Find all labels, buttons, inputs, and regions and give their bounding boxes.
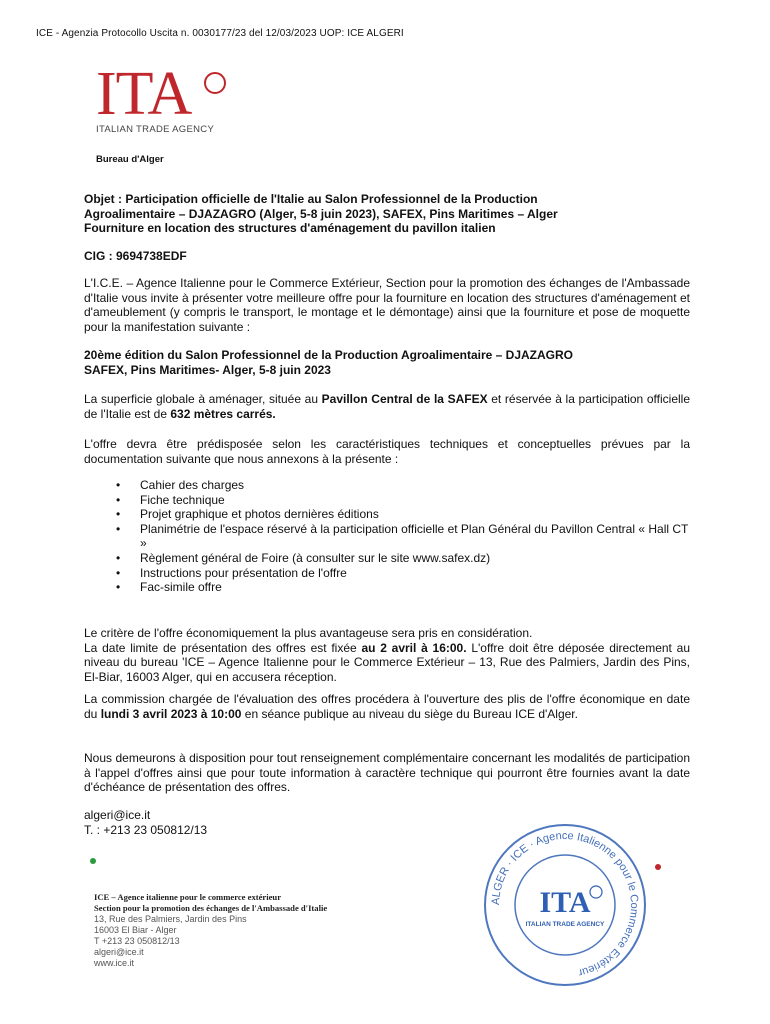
stamp-ring-text: ALGER · ICE · Agence Italienne pour le Commerce Extérieur bbox=[489, 829, 641, 979]
contact-email: algeri@ice.it bbox=[84, 808, 151, 822]
critere-paragraph: Le critère de l'offre économiquement la plus avantageuse sera pris en considération. La date limite de présentation des offres est fixée au 2 avril à 16:00. L'offre doit être déposée directement au niveau du bureau 'ICE – Agence Italienne pour le Commerce Extérieur – 13, Rue des Palmiers, Jardin des Pins, El-Biar, 16003 Alger, qui en accusera réception. bbox=[84, 626, 690, 684]
footer-line-7: www.ice.it bbox=[94, 958, 135, 968]
footer-line-3: 13, Rue des Palmiers, Jardin des Pins bbox=[94, 914, 247, 924]
event-line-2: SAFEX, Pins Maritimes- Alger, 5-8 juin 2023 bbox=[84, 362, 331, 377]
protocol-header: ICE - Agenzia Protocollo Uscita n. 0030177/23 del 12/03/2023 UOP: ICE ALGERI bbox=[36, 28, 404, 39]
list-item: • Règlement général de Foire (à consulter sur le site www.safex.dz) bbox=[84, 551, 690, 566]
footer-line-1: ICE – Agence italienne pour le commerce extérieur bbox=[94, 892, 282, 902]
stamp-letters: ITA bbox=[539, 886, 591, 919]
contact-phone: T. : +213 23 050812/13 bbox=[84, 822, 208, 837]
disposition-paragraph: Nous demeurons à disposition pour tout renseignement complémentaire concernant les modalités de participation à l'appel d'offres ainsi que pour toute information à caractère technique qui pourront être fournies avant la date d'échéance de présentation des offres. bbox=[84, 751, 690, 794]
list-item: • Cahier des charges bbox=[84, 478, 690, 493]
list-item: • Fac-simile offre bbox=[84, 580, 690, 595]
footer-line-2: Section pour la promotion des échanges de l'Ambassade d'Italie bbox=[94, 903, 328, 913]
stamp-subtitle: ITALIAN TRADE AGENCY bbox=[525, 921, 605, 928]
official-stamp bbox=[480, 820, 650, 990]
footer-address bbox=[94, 892, 327, 969]
bureau-label: Bureau d'Alger bbox=[96, 154, 164, 165]
list-item: • Projet graphique et photos dernières éditions bbox=[84, 507, 690, 522]
superficie-paragraph: La superficie globale à aménager, située au Pavillon Central de la SAFEX et réservée à la participation officielle de l'Italie est de 632 mètres carrés. bbox=[84, 392, 691, 421]
red-dot-icon bbox=[655, 864, 661, 870]
footer-line-4: 16003 El Biar - Alger bbox=[94, 925, 177, 935]
documents-list bbox=[84, 478, 690, 595]
footer-line-6: algeri@ice.it bbox=[94, 947, 144, 957]
ita-logo bbox=[96, 60, 192, 128]
cig-code: CIG : 9694738EDF bbox=[84, 249, 187, 263]
stamp-circle-icon bbox=[590, 886, 602, 898]
logo-subtitle: ITALIAN TRADE AGENCY bbox=[96, 124, 215, 135]
logo-letters: ITA bbox=[96, 60, 192, 128]
intro-paragraph: L'I.C.E. – Agence Italienne pour le Commerce Extérieur, Section pour la promotion des échanges de l'Ambassade d'Italie vous invite à présenter votre meilleure offre pour la fourniture en location des structures d'aménagement et d'ameublement (y compris le transport, le montage et le démontage) ainsi que la fourniture et pose de moquette pour la manifestation suivante : bbox=[84, 276, 690, 334]
list-item: • Fiche technique bbox=[84, 493, 690, 508]
objet-line-3: Fourniture en location des structures d'aménagement du pavillon italien bbox=[84, 221, 496, 235]
green-dot-icon bbox=[90, 858, 96, 864]
event-block bbox=[84, 348, 690, 377]
event-line-1: 20ème édition du Salon Professionnel de la Production Agroalimentaire – DJAZAGRO bbox=[84, 348, 573, 362]
list-item: • Instructions pour présentation de l'offre bbox=[84, 566, 690, 581]
objet-block bbox=[84, 192, 690, 236]
commission-paragraph: La commission chargée de l'évaluation des offres procédera à l'ouverture des plis de l'offre économique en date du lundi 3 avril 2023 à 10:00 en séance publique au niveau du siège du Bureau ICE d'Alger. bbox=[84, 692, 690, 721]
objet-line-1: Objet : Participation officielle de l'Italie au Salon Professionnel de la Production bbox=[84, 192, 538, 206]
offre-intro-paragraph: L'offre devra être prédisposée selon les caractéristiques techniques et conceptuelles prévues par la documentation suivante que nous annexons à la présente : bbox=[84, 437, 690, 466]
objet-line-2: Agroalimentaire – DJAZAGRO (Alger, 5-8 juin 2023), SAFEX, Pins Maritimes – Alger bbox=[84, 206, 558, 221]
logo-circle-icon bbox=[204, 72, 226, 94]
list-item: • Planimétrie de l'espace réservé à la participation officielle et Plan Général du Pavillon Central « Hall CT » bbox=[84, 522, 690, 551]
footer-line-5: T +213 23 050812/13 bbox=[94, 936, 180, 946]
